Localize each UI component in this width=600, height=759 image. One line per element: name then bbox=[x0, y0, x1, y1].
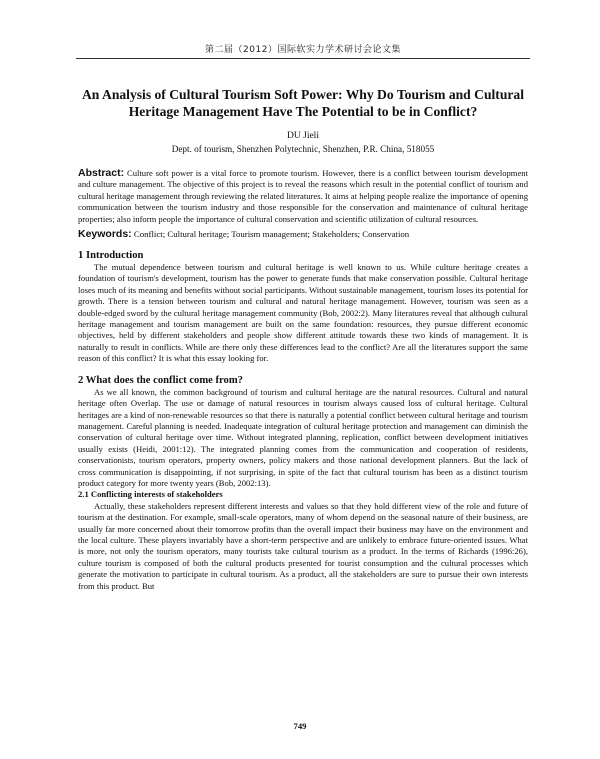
section-text-conflict: As we all known, the common background of tourism and cultural heritage are the natural resources. Cultural and natural heritage often Overlap. The use or damage of natural resources in tourism always caused loss of cultural heritage. Cultural heritages are a kind of non-renewable resources so that there is naturally a potential conflict between cultural heritage and tourism management. Careful planning is needed. Inadequate integration of cultural heritage protection and management can diminish the conservation of cultural heritage over time. Without integrated planning, replication, conflict between development initiatives usually exists (Heidi, 2001:12). The integrated planning comes from the communication and cooperation of residents, conservationists, tourism operators, property owners, policy makers and those national development planners. But the lack of cross communication is disappointing, if not surprising, in spite of the fact that cultural tourism has been as a distinct tourism product category for more twenty years (Bob, 2002:13). bbox=[78, 386, 528, 488]
subsection-text-stakeholders: Actually, these stakeholders represent different interests and values so that they hold different view of the role and future of tourism at the destination. For example, small-scale operators, many of whom depend on the seasonal nature of their business, are usually far more concerned about their tomorrow profits than the overall impact their business may have on the environment and the local culture. These players invariably have a short-term perspective and are unlikely to embrace future-oriented issues. What is more, not only the tourism operators, many tourists take cultural tourism as a product. In the terms of Richards (1996:26), culture tourism is composed of both the cultural products presented for tourist consumption and the cultural processes which generate the motivation to participate in cultural tourism. As a product, all the stakeholders are sure to pursue their own interests from this product. But bbox=[78, 500, 528, 591]
section-heading-conflict: 2 What does the conflict come from? bbox=[78, 374, 243, 386]
keywords-label: Keywords: bbox=[78, 228, 132, 241]
author-affiliation: Dept. of tourism, Shenzhen Polytechnic, Shenzhen, P.R. China, 518055 bbox=[171, 144, 435, 154]
abstract-text: Culture soft power is a vital force to promote tourism. However, there is a conflict between tourism development and culture management. The objective of this project is to reveal the reasons which result in the potential conflict of tourism and cultural heritage management through reviewing the related literatures. It aims at helping people realize the importance of opening communication between the tourism industry and those responsible for the conservation and maintenance of cultural heritage properties; also inform people the importance of cultural conservation and scientific utilization of cultural resources. bbox=[78, 168, 528, 224]
section-heading-introduction: 1 Introduction bbox=[78, 250, 144, 262]
subsection-heading-stakeholders: 2.1 Conflicting interests of stakeholders bbox=[78, 489, 223, 500]
abstract bbox=[78, 168, 528, 225]
keywords bbox=[78, 228, 528, 240]
keywords-text: Conflict; Cultural heritage; Tourism management; Stakeholders; Conservation bbox=[133, 229, 410, 240]
paper-title: An Analysis of Cultural Tourism Soft Power: Why Do Tourism and Cultural Heritage Management Have The Potential to be in Conflict? bbox=[81, 87, 524, 119]
page-number: 749 bbox=[293, 721, 307, 731]
abstract-label: Abstract: bbox=[78, 167, 125, 179]
author-name: DU Jieli bbox=[287, 131, 319, 141]
running-head: 第二届（2012）国际软实力学术研讨会论文集 bbox=[76, 42, 530, 59]
section-text-introduction: The mutual dependence between tourism and cultural heritage is well known to us. While culture heritage creates a foundation of tourism's development, tourism has the power to generate funds that make conservation possible. Cultural heritage loses much of its meaning and benefits without social participants. Without sustainable management, tourism loses its potential for growth. There is a tension between tourism and cultural and natural heritage management. However, tourism was seen as a double-edged sword by the cultural heritage management community (Bob, 2002:2). Many literatures reveal that although cultural heritage management and tourism management are built on the same foundation: resources, they pursue different economic objectives, held by different stakeholders and people show different attitude towards these two kinds of management. It is naturally to result in conflicts. While are there only these differences lead to the conflict? Are all the literatures support the same reason of this conflict? It is what this essay looking for. bbox=[78, 262, 528, 364]
